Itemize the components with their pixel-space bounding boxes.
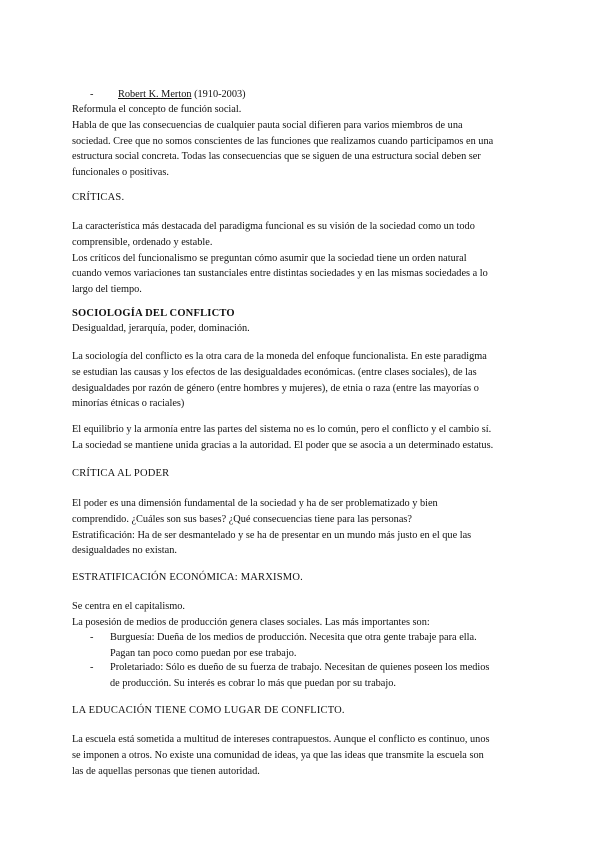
- section-heading-educacion: LA EDUCACIÓN TIENE COMO LUGAR DE CONFLICTO.: [72, 705, 345, 716]
- text-line: Pagan tan poco como puedan por ese trabajo.: [110, 647, 297, 659]
- text-line: Habla de que las consecuencias de cualquier pauta social difieren para varios miembros de una: [72, 119, 463, 131]
- text-line: minorías étnicas o raciales): [72, 398, 185, 410]
- conflicto-paragraph-1: [72, 349, 532, 412]
- text-line: Burguesía: Dueña de los medios de producción. Necesita que otra gente trabaje para ella.: [110, 632, 477, 643]
- text-line: Se centra en el capitalismo.: [72, 601, 185, 612]
- text-line: se estudian las causas y los efectos de las desigualdades económicas. (entre clases sociales), de las: [72, 366, 477, 378]
- text-line: de producción. Su interés es cobrar lo más que puedan por su trabajo.: [110, 677, 396, 689]
- marxismo-intro: [72, 599, 532, 631]
- section-heading-conflicto: SOCIOLOGÍA DEL CONFLICTO: [72, 308, 235, 319]
- text-line: las de aquellas personas que tienen autoridad.: [72, 765, 260, 777]
- section-heading-criticas: CRÍTICAS.: [72, 192, 125, 203]
- merton-years: (1910-2003): [191, 89, 246, 100]
- conflicto-paragraph-2: [72, 422, 532, 454]
- text-line: se imponen a otros. No existe una comunidad de ideas, ya que las ideas que transmite la escuela son: [72, 749, 484, 761]
- section-heading-marxismo: ESTRATIFICACIÓN ECONÓMICA: MARXISMO.: [72, 572, 303, 583]
- bullet-dash: -: [90, 662, 94, 673]
- poder-paragraph: [72, 496, 532, 559]
- text-line: comprendido. ¿Cuáles son sus bases? ¿Qué consecuencias tiene para las personas?: [72, 513, 412, 525]
- text-line: desigualdades por razón de género (entre hombres y mujeres), de etnia o raza (entre las mayorías o: [72, 382, 479, 394]
- text-line: Los críticos del funcionalismo se preguntan cómo asumir que la sociedad tiene un orden natural: [72, 252, 467, 264]
- educacion-paragraph: [72, 732, 532, 779]
- text-line: comprensible, ordenado y estable.: [72, 236, 213, 248]
- text-line: sociedad. Cree que no somos conscientes de las funciones que realizamos cuando participamos en una: [72, 135, 494, 147]
- text-line: funcionales o positivas.: [72, 167, 169, 179]
- merton-name: Robert K. Merton: [118, 89, 192, 100]
- bullet-dash: -: [90, 632, 94, 643]
- text-line: largo del tiempo.: [72, 284, 142, 296]
- text-line: cuando vemos variaciones tan sustanciales entre distintas sociedades y en las mismas sociedades a lo: [72, 268, 488, 280]
- text-line: Proletariado: Sólo es dueño de su fuerza de trabajo. Necesitan de quienes poseen los medios: [110, 662, 490, 673]
- criticas-paragraph: [72, 219, 532, 298]
- text-line: Reformula el concepto de función social.: [72, 104, 242, 115]
- merton-paragraph: [72, 102, 532, 181]
- text-line: La escuela está sometida a multitud de intereses contrapuestos. Aunque el conflicto es continuo, unos: [72, 734, 490, 745]
- text-line: La sociología del conflicto es la otra cara de la moneda del enfoque funcionalista. En este paradigma: [72, 351, 487, 362]
- text-line: estructura social concreta. Todas las consecuencias que se siguen de una estructura social deben ser: [72, 151, 481, 163]
- section-heading-poder: CRÍTICA AL PODER: [72, 468, 170, 479]
- text-line: La sociedad se mantiene unida gracias a la autoridad. El poder que se asocia a un determinado estatus.: [72, 439, 494, 451]
- bullet-dash: -: [90, 89, 94, 100]
- text-line: La posesión de medios de producción genera clases sociales. Las más importantes son:: [72, 616, 430, 628]
- text-line: La característica más destacada del paradigma funcional es su visión de la sociedad como un todo: [72, 221, 475, 232]
- text-line: El equilibrio y la armonía entre las partes del sistema no es lo común, pero el conflicto y el cambio sí.: [72, 424, 492, 435]
- text-line: desigualdades no existan.: [72, 545, 177, 557]
- text-line: Estratificación: Ha de ser desmantelado y se ha de presentar en un mundo más justo en el que las: [72, 529, 472, 541]
- conflicto-subtitle: Desigualdad, jerarquía, poder, dominación.: [72, 323, 250, 334]
- text-line: El poder es una dimensión fundamental de la sociedad y ha de ser problematizado y bien: [72, 498, 438, 509]
